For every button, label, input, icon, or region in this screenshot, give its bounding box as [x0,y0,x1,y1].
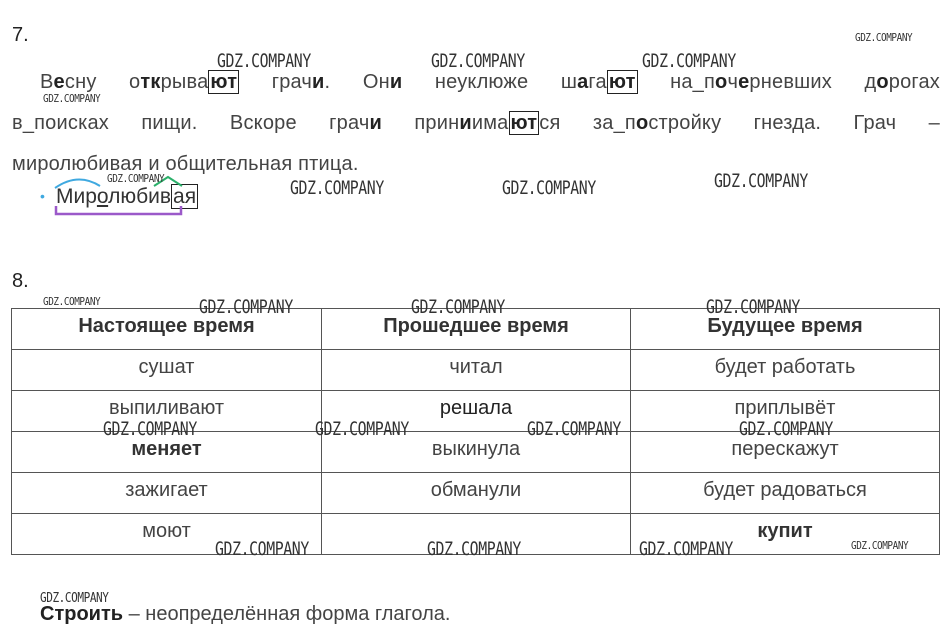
watermark: GDZ.COMPANY [639,538,733,560]
ending-box: ая [173,185,197,208]
watermark: GDZ.COMPANY [427,538,521,560]
morphemic-word: Миролюбивая [56,185,197,208]
table-cell: меняет [12,432,322,473]
watermark: GDZ.COMPANY [431,50,525,72]
watermark: GDZ.COMPANY [215,538,309,560]
watermark: GDZ.COMPANY [199,296,293,318]
task-7-line-3: миролюбивая и общительная птица. [12,153,359,175]
table-cell: обманули [322,473,631,514]
watermark: GDZ.COMPANY [851,539,909,552]
header-past: Прошедшее время [322,309,631,350]
table-cell: выкинула [322,432,631,473]
watermark: GDZ.COMPANY [43,295,101,308]
table-row [12,350,940,391]
watermark: GDZ.COMPANY [527,418,621,440]
watermark: GDZ.COMPANY [217,50,311,72]
table-cell: читал [322,350,631,391]
ending-box: ют [210,71,238,93]
final-statement: Строить – неопределённая форма глагола. [40,603,451,625]
header-present: Настоящее время [12,309,322,350]
watermark: GDZ.COMPANY [43,92,101,105]
task-7-number: 7. [12,24,29,46]
watermark: GDZ.COMPANY [290,177,384,199]
ending-box: ют [510,112,538,134]
table-cell: перескажут [631,432,940,473]
bullet-icon: • [40,188,45,204]
task-7-line-2: в_поисках пищи. Вскоре грачи приниима ют ся за_постройку гнезда. Грач – [12,112,940,134]
ending-box: ют [608,71,636,93]
watermark: GDZ.COMPANY [642,50,736,72]
table-cell: моют [12,514,322,555]
watermark: GDZ.COMPANY [706,296,800,318]
task-7-line-1: Весну открыва ют грачи. Они неуклюже шага ют на_почерневших дорогах [40,71,941,93]
watermark: GDZ.COMPANY [315,418,409,440]
table-cell: купит [631,514,940,555]
watermark: GDZ.COMPANY [502,177,596,199]
watermark: GDZ.COMPANY [739,418,833,440]
table-cell: решала [322,391,631,432]
watermark: GDZ.COMPANY [411,296,505,318]
table-cell: выпиливают [12,391,322,432]
task-7-text [12,62,940,185]
header-future: Будущее время [631,309,940,350]
table-cell: сушат [12,350,322,391]
watermark: GDZ.COMPANY [107,172,165,185]
watermark: GDZ.COMPANY [714,170,808,192]
watermark: GDZ.COMPANY [40,591,109,606]
watermark: GDZ.COMPANY [855,31,913,44]
table-cell: будет работать [631,350,940,391]
table-cell: зажигает [12,473,322,514]
table-cell: будет радоваться [631,473,940,514]
task-8-number: 8. [12,270,29,292]
watermark: GDZ.COMPANY [103,418,197,440]
table-row [12,473,940,514]
table-cell: приплывёт [631,391,940,432]
